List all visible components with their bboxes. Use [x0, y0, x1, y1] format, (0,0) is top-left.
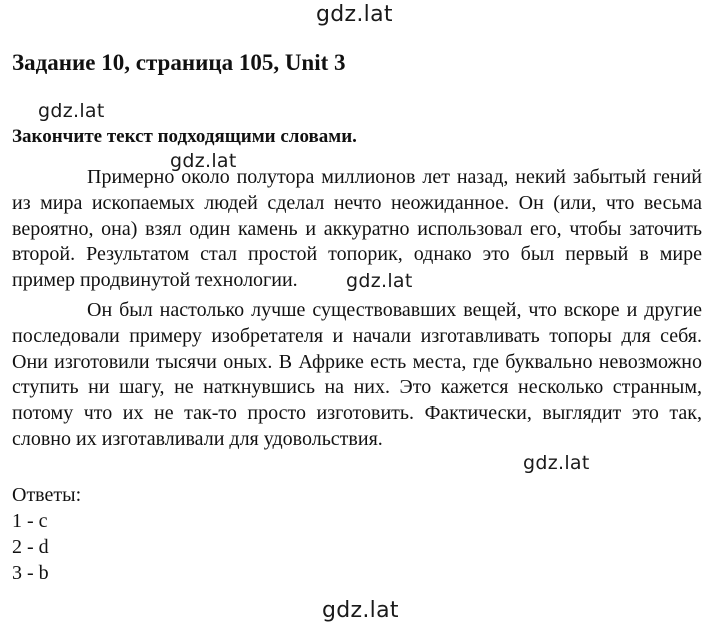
answers-label: Ответы: [12, 484, 82, 506]
answers-block [12, 482, 81, 586]
answer-item: 1 - c [12, 510, 48, 532]
task-instruction: Закончите текст подходящими словами. [12, 126, 357, 147]
watermark: gdz.lat [523, 452, 590, 474]
paragraph: Он был настолько лучше существовавших вещей, что вскоре и другие последовали примеру изобретателя и начали изготавливать топоры для себя. Они изготовили тысячи оных. В Африке есть места, где буквально невозможно ступить ни шагу, не наткнувшись на них. Это кажется несколько странным, потому что их не так-то просто изготовить. Фактически, выглядит это так, словно их изготавливали для удовольствия. [12, 298, 702, 450]
page-title: Задание 10, страница 105, Unit 3 [12, 50, 346, 75]
task-text [12, 165, 702, 453]
watermark: gdz.lat [170, 150, 237, 172]
watermark: gdz.lat [346, 270, 413, 292]
paragraph: Примерно около полутора миллионов лет назад, некий забытый гений из мира ископаемых людей сделал нечто неожиданное. Он (или, что весьма вероятно, она) взял один камень и аккуратно использовал его, чтобы заточить второй. Результатом стал простой топорик, однако это был первый в мире пример продвинутой технологии. [12, 166, 702, 292]
watermark: gdz.lat [316, 2, 393, 27]
answer-item: 2 - d [12, 536, 49, 558]
answer-item: 3 - b [12, 562, 49, 584]
watermark: gdz.lat [38, 100, 105, 122]
watermark: gdz.lat [322, 598, 399, 623]
